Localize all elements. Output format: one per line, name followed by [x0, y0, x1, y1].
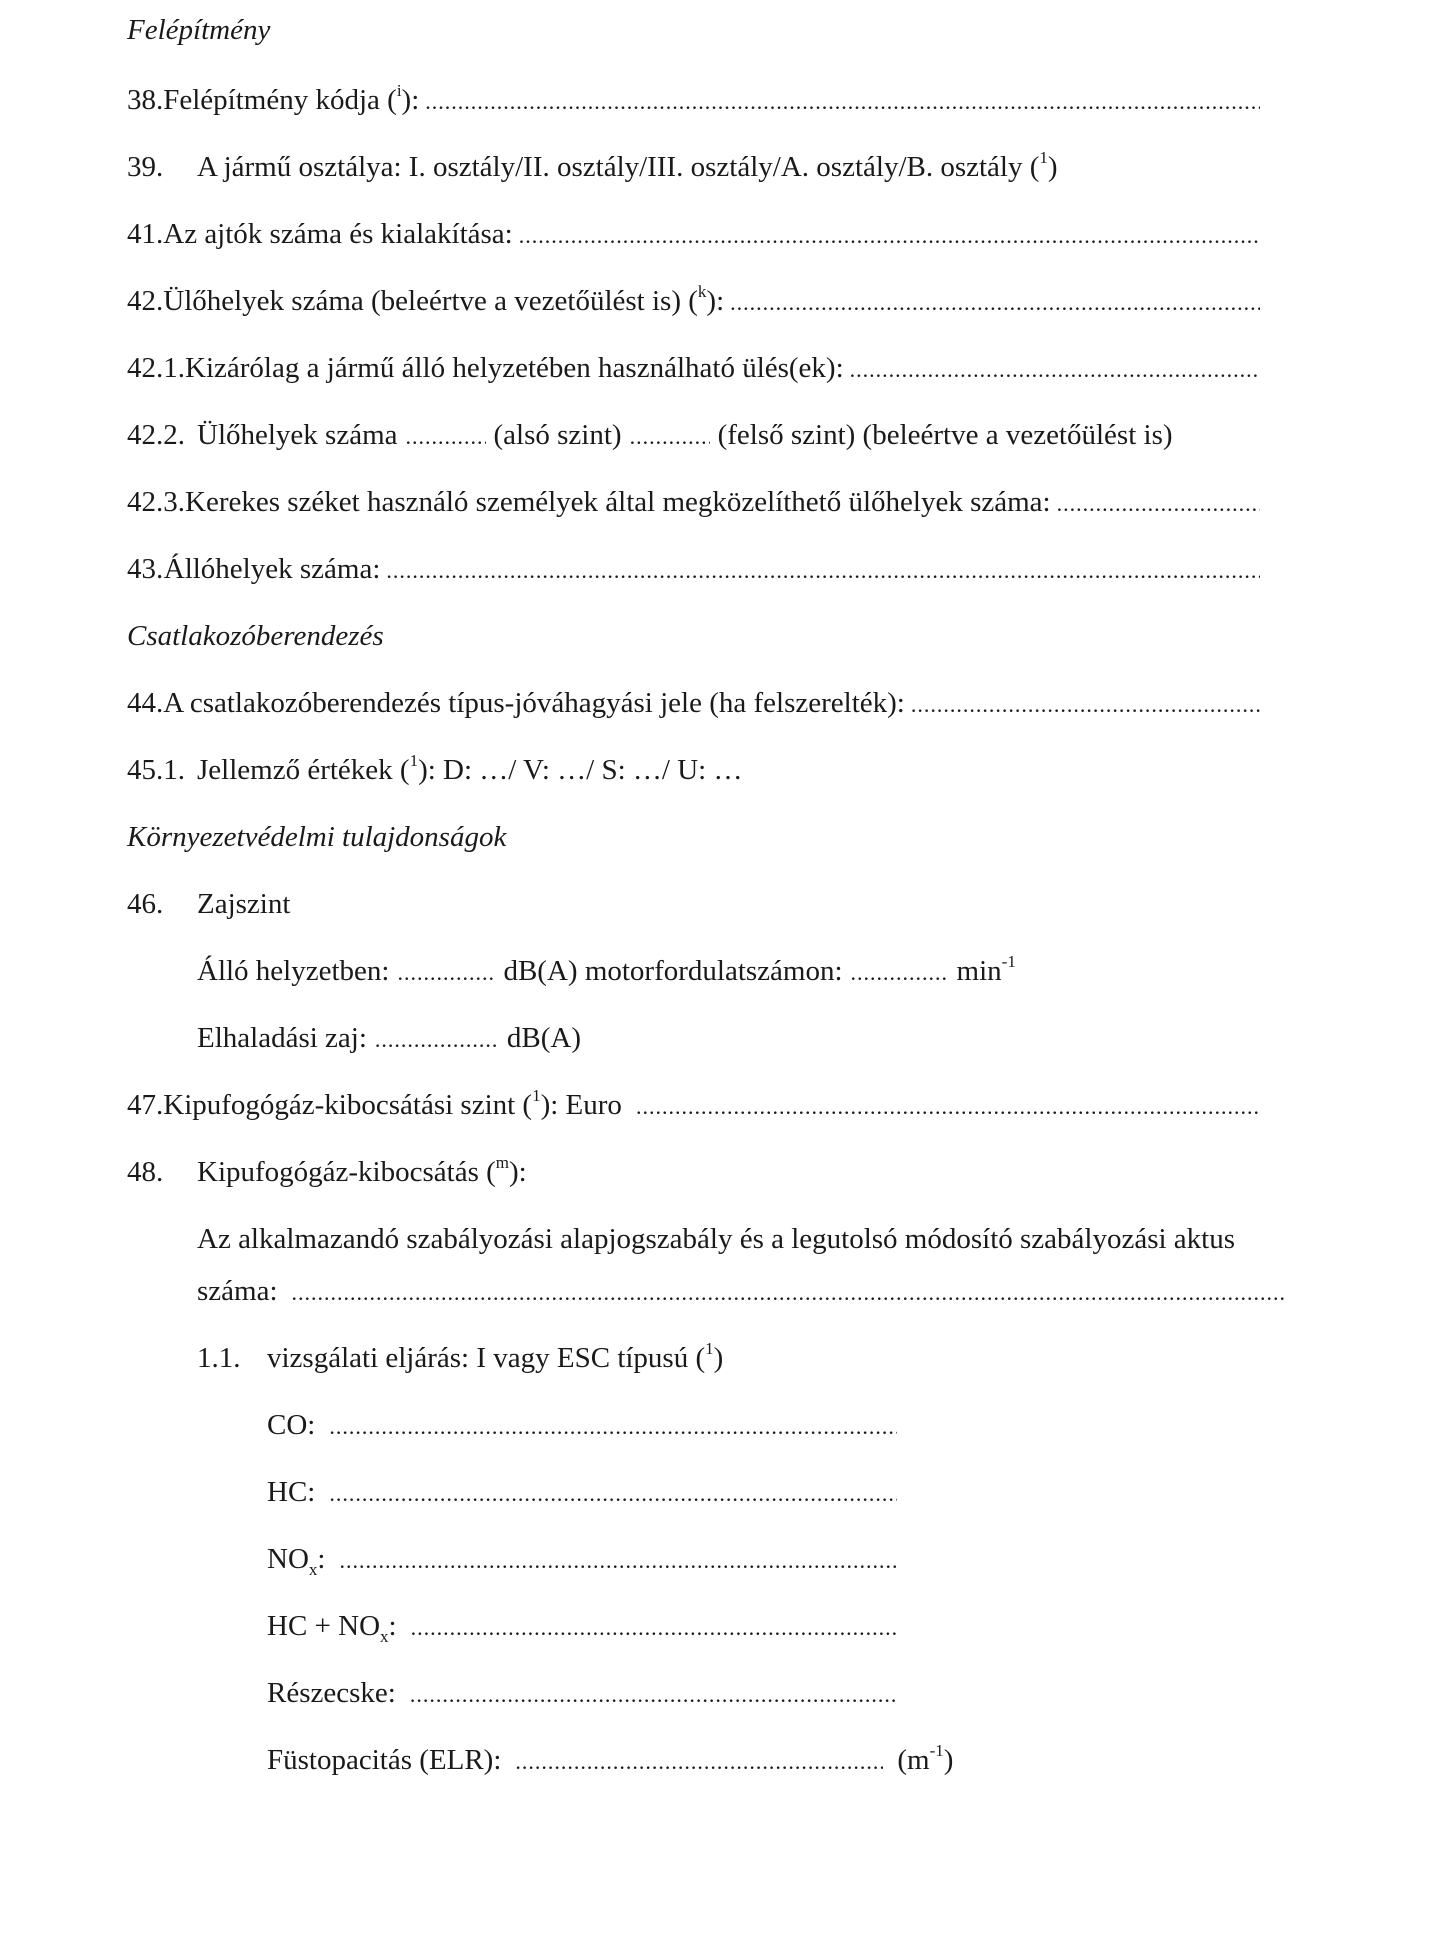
item-text-mid: (alsó szint)	[493, 419, 622, 451]
item-number: 1.1.	[197, 1342, 241, 1374]
item-47	[127, 1085, 1260, 1125]
co-row	[267, 1405, 897, 1445]
item-42-1	[127, 348, 1260, 388]
fill-in-field-lower[interactable]	[406, 417, 486, 457]
nox-label: $NO_x$:	[267, 1543, 326, 1579]
fill-in-field-upper[interactable]	[630, 417, 710, 457]
stationary-noise-field[interactable]	[397, 953, 495, 993]
regulation-paragraph-line2: száma: .....	[197, 1271, 1286, 1311]
fill-in-field[interactable]	[386, 551, 1260, 591]
drive-by-noise-label: Elhaladási zaj:	[197, 1022, 367, 1054]
item-text: Ülőhelyek száma	[197, 419, 398, 451]
item-41	[127, 214, 1260, 254]
stationary-noise-label: Álló helyzetben:	[197, 955, 390, 987]
particulate-row	[267, 1673, 897, 1713]
hc-row	[267, 1472, 897, 1512]
item-number: 38.	[127, 84, 164, 116]
item-number: 47.	[127, 1089, 164, 1121]
item-45-1	[127, 750, 1260, 790]
item-number: 41.	[127, 218, 164, 250]
section-heading-felepitmeny: Felépítmény	[127, 14, 271, 46]
item-text: Kipufogógáz-kibocsátás ($^m$):	[197, 1153, 527, 1188]
engine-speed-unit: $\min^{-1}$	[956, 952, 1016, 987]
hc-nox-label: HC + $NO_x$:	[267, 1610, 397, 1646]
regulation-paragraph-line1: Az alkalmazandó szabályozási alapjogszabály és a legutolsó módosító szabályozási aktus	[197, 1223, 1236, 1255]
item-text: Kipufogógáz-kibocsátási szint ($^1$): Euro	[163, 1086, 622, 1121]
item-number: 42.1.	[127, 352, 185, 384]
item-48	[127, 1152, 1260, 1192]
item-text: vizsgálati eljárás: I vagy ESC típusú ($^1$)	[267, 1339, 724, 1374]
item-39	[127, 147, 1260, 187]
item-38	[127, 80, 1260, 120]
engine-speed-field[interactable]	[851, 953, 949, 993]
hc-nox-field[interactable]	[411, 1608, 897, 1648]
item-text: Kizárólag a jármű álló helyzetében használható ülés(ek):	[185, 352, 844, 384]
item-number: 42.3.	[127, 486, 185, 518]
item-number: 39.	[127, 151, 164, 183]
item-text: Állóhelyek száma:	[163, 553, 381, 585]
stationary-noise-row	[197, 951, 1197, 991]
item-number: 42.	[127, 285, 164, 317]
item-text-after: (felső szint) (beleértve a vezetőülést is)	[717, 419, 1173, 451]
fill-in-field[interactable]	[519, 216, 1260, 256]
fill-in-field[interactable]	[730, 283, 1260, 323]
co-field[interactable]	[329, 1407, 897, 1447]
item-number: 43.	[127, 553, 164, 585]
section-heading-csatlakozo: Csatlakozóberendezés	[127, 620, 384, 652]
item-number: 48.	[127, 1156, 164, 1188]
item-43	[127, 549, 1260, 589]
item-text: Felépítmény kódja ($^i$):	[163, 81, 420, 116]
section-heading-kornyezet: Környezetvédelmi tulajdonságok	[127, 821, 507, 853]
co-label: CO:	[267, 1409, 316, 1441]
fill-in-field[interactable]	[425, 82, 1260, 122]
hc-nox-row	[267, 1606, 897, 1646]
item-text: Az ajtók száma és kialakítása:	[163, 218, 513, 250]
item-text: Kerekes széket használó személyek által megközelíthető ülőhelyek száma:	[185, 486, 1051, 518]
fill-in-field[interactable]	[292, 1273, 1286, 1313]
fill-in-field[interactable]	[1057, 484, 1260, 524]
item-text: Zajszint	[197, 888, 291, 920]
particulate-field[interactable]	[410, 1675, 897, 1715]
item-1-1	[197, 1338, 1197, 1378]
fill-in-field[interactable]	[636, 1087, 1260, 1127]
smoke-opacity-field[interactable]	[515, 1742, 883, 1782]
particulate-label: Részecske:	[267, 1677, 396, 1709]
smoke-opacity-unit: $(m^{-1})$	[897, 1741, 954, 1776]
item-number: 46.	[127, 888, 164, 920]
drive-by-noise-field[interactable]	[375, 1020, 499, 1060]
item-text: Ülőhelyek száma (beleértve a vezetőülést is) ($^k$):	[163, 282, 725, 317]
nox-row	[267, 1539, 897, 1579]
hc-field[interactable]	[329, 1474, 897, 1514]
nox-field[interactable]	[339, 1541, 897, 1581]
drive-by-noise-row	[197, 1018, 1197, 1058]
item-number: 44.	[127, 687, 164, 719]
fill-in-field[interactable]	[911, 685, 1260, 725]
item-44	[127, 683, 1260, 723]
stationary-noise-unit: dB(A) motorfordulatszámon:	[503, 955, 843, 987]
item-text: A csatlakozóberendezés típus-jóváhagyási jele (ha felszerelték):	[163, 687, 905, 719]
item-text: Jellemző értékek ($^1$): D: …/ V: …/ S: …/ U: …	[197, 751, 743, 786]
item-number: 42.2.	[127, 419, 185, 451]
item-text: A jármű osztálya: I. osztály/II. osztály/III. osztály/A. osztály/B. osztály ($^1$)	[197, 148, 1058, 183]
item-42-3	[127, 482, 1260, 522]
item-46	[127, 884, 1260, 924]
smoke-opacity-label: Füstopacitás (ELR):	[267, 1744, 502, 1776]
hc-label: HC:	[267, 1476, 316, 1508]
smoke-opacity-row	[267, 1740, 967, 1780]
item-42	[127, 281, 1260, 321]
item-42-2	[127, 415, 1260, 455]
fill-in-field[interactable]	[850, 350, 1260, 390]
drive-by-noise-unit: dB(A)	[506, 1022, 582, 1054]
item-number: 45.1.	[127, 754, 185, 786]
